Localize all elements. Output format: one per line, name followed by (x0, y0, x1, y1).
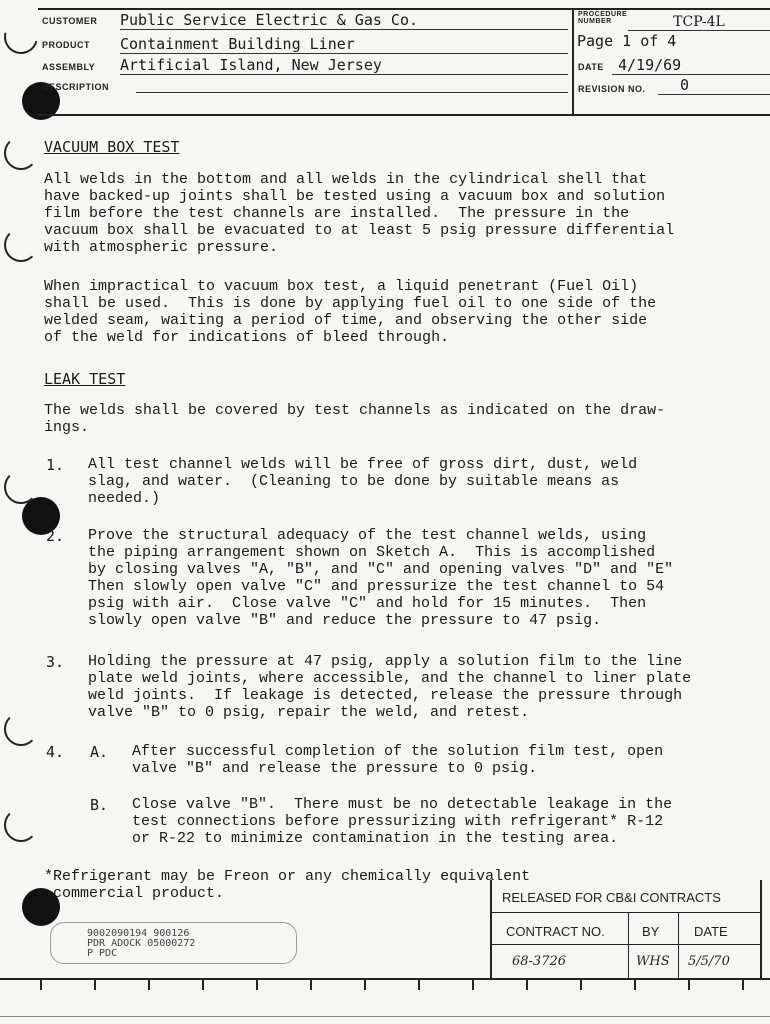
liquid-penetrant-paragraph: When impractical to vacuum box test, a liquid penetrant (Fuel Oil) shall be used. This is done by applying fuel oil to one side of the welded seam, waiting a period of time, and observing the other side of the weld for indications of bleed through. (44, 278, 657, 346)
bottom-border (0, 1016, 770, 1017)
release-stamp (490, 880, 762, 980)
binder-mark (0, 14, 44, 60)
item-number: 1. (46, 456, 65, 474)
binder-mark (4, 470, 38, 504)
item-number: 4. (46, 743, 65, 761)
binder-mark (4, 712, 38, 746)
leak-item-4b: Close valve "B". There must be no detectable leakage in the test connections before pressurizing with refrigerant* R-12 or R-22 to minimize contamination in the testing area. (132, 796, 673, 847)
assembly-value: Artificial Island, New Jersey (120, 56, 568, 75)
ruler-tick (526, 980, 528, 990)
date-value-handwritten: 5/5/70 (688, 954, 730, 969)
bottom-ruler (0, 978, 770, 992)
item-number: 3. (46, 653, 65, 671)
customer-label: CUSTOMER (42, 16, 98, 26)
binder-mark (4, 228, 38, 262)
header-top-rule (38, 8, 770, 10)
microfilm-line: 9002090194 900126 (87, 928, 190, 939)
ruler-tick (310, 980, 312, 990)
leak-item-2: Prove the structural adequacy of the test channel welds, using the piping arrangement shown on Sketch A. This is accomplished by closing valves "A, "B", and "C" and opening valves "D" and "E" Then slowly open valve "C" and pressurize the test channel to 54 psig with air. Close valve "C" and hold for 15 minutes. Then slowly open valve "B" and reduce the pressure to 47 psig. (88, 527, 674, 629)
refrigerant-footnote: *Refrigerant may be Freon or any chemically equivalent commercial product. (44, 868, 531, 902)
stamp-rule (492, 912, 760, 913)
leak-item-3: Holding the pressure at 47 psig, apply a solution film to the line plate weld joints, where accessible, and the channel to liner plate weld joints. If leakage is detected, release the pressure through valve "B" to 0 psig, repair the weld, and retest. (88, 653, 692, 721)
ruler-tick (688, 980, 690, 990)
item-number: 2. (46, 527, 65, 545)
ruler-tick (418, 980, 420, 990)
ruler-tick (364, 980, 366, 990)
stamp-rule (492, 944, 760, 945)
ruler-tick (634, 980, 636, 990)
assembly-label: ASSEMBLY (42, 62, 96, 72)
product-value: Containment Building Liner (120, 35, 568, 54)
ruler-tick (94, 980, 96, 990)
customer-value: Public Service Electric & Gas Co. (120, 11, 568, 30)
stamp-col-divider (628, 912, 629, 980)
date-label: DATE (578, 62, 604, 72)
contract-no-header: CONTRACT NO. (506, 924, 605, 939)
leak-test-heading: LEAK TEST (44, 370, 126, 388)
revision-value: 0 (658, 76, 770, 95)
sub-item-letter: B. (90, 796, 109, 814)
vacuum-box-heading: VACUUM BOX TEST (44, 138, 180, 156)
vacuum-box-paragraph: All welds in the bottom and all welds in the cylindrical shell that have backed-up joints shall be tested using a vacuum box and solution film before the test channels are installed. The pressure in the vacuum box shall be evacuated to at least 5 psig pressure differential with atmospheric pressure. (44, 171, 675, 256)
microfilm-line: PDR ADOCK 05000272 (87, 938, 196, 949)
procedure-label: PROCEDURE NUMBER (578, 11, 628, 25)
date-header: DATE (694, 924, 728, 939)
page-number: Page 1 of 4 (577, 32, 677, 50)
sub-item-letter: A. (90, 743, 109, 761)
ruler-tick (580, 980, 582, 990)
procedure-number: TCP-4L (628, 14, 770, 31)
leak-test-intro: The welds shall be covered by test channels as indicated on the draw- ings. (44, 402, 666, 436)
leak-item-1: All test channel welds will be free of gross dirt, dust, weld slag, and water. (Cleaning to be done by suitable means as needed.) (88, 456, 638, 507)
ruler-tick (202, 980, 204, 990)
ruler-tick (256, 980, 258, 990)
date-value: 4/19/69 (612, 56, 770, 75)
ruler-tick (148, 980, 150, 990)
ruler-tick (472, 980, 474, 990)
contract-no-value: 68-3726 (512, 954, 567, 969)
header-bottom-rule (38, 114, 770, 116)
description-line (136, 78, 568, 93)
by-value: WHS (636, 954, 670, 969)
description-label: DESCRIPTION (42, 82, 110, 92)
ruler-tick (40, 980, 42, 990)
by-header: BY (642, 924, 660, 939)
release-stamp-title: RELEASED FOR CB&I CONTRACTS (502, 890, 721, 905)
microfilm-stamp (50, 922, 297, 964)
ruler-tick (742, 980, 744, 990)
product-label: PRODUCT (42, 40, 90, 50)
binder-mark (4, 136, 38, 170)
binder-mark (4, 808, 38, 842)
header-divider (572, 8, 574, 116)
leak-item-4a: After successful completion of the solution film test, open valve "B" and release the pressure to 0 psig. (132, 743, 664, 777)
stamp-col-divider (678, 912, 679, 980)
microfilm-line: P PDC (87, 948, 118, 959)
revision-label: REVISION NO. (578, 84, 646, 94)
